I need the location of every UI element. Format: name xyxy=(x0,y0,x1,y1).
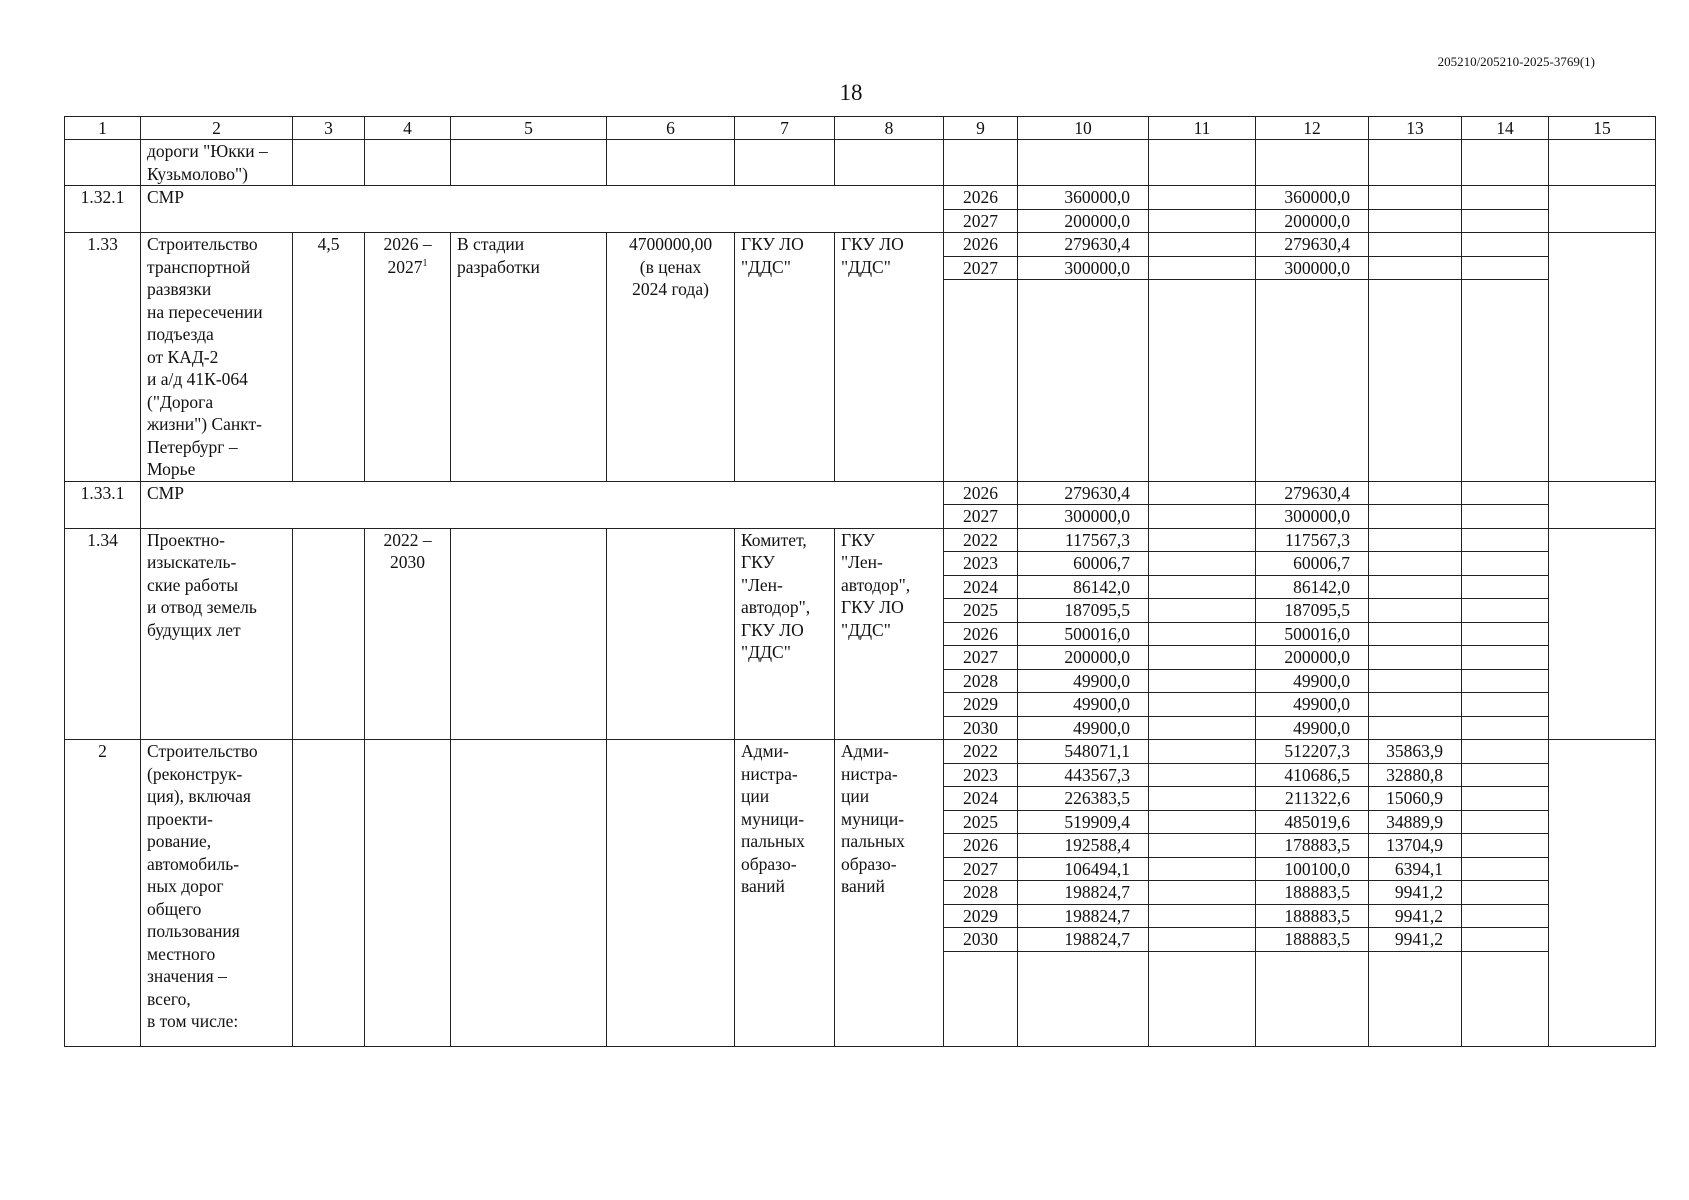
status-cell xyxy=(451,528,607,740)
federal-budget-cell xyxy=(1149,575,1256,599)
year-cell: 2028 xyxy=(944,881,1018,905)
local-budget-cell xyxy=(1369,599,1462,623)
column-number-5: 5 xyxy=(451,117,607,140)
regional-budget-cell: 279630,4 xyxy=(1256,481,1369,505)
year-cell: 2026 xyxy=(944,481,1018,505)
total-amount-cell: 49900,0 xyxy=(1018,669,1149,693)
total-amount-cell: 443567,3 xyxy=(1018,763,1149,787)
regional-budget-cell: 188883,5 xyxy=(1256,904,1369,928)
item-name: Строительство транспортной развязки на пересечении подъезда от КАД-2 и а/д 41К-064 ("Дорога жизни") Санкт- Петербург – Морье xyxy=(141,233,293,482)
total-amount-cell: 360000,0 xyxy=(1018,186,1149,210)
other-sources-cell xyxy=(1462,881,1549,905)
year-cell: 2026 xyxy=(944,834,1018,858)
federal-budget-cell xyxy=(1149,716,1256,740)
table-cell xyxy=(1369,140,1462,186)
other-sources-cell xyxy=(1462,787,1549,811)
table-cell xyxy=(65,140,141,186)
program-table xyxy=(64,116,1656,1047)
total-amount-cell: 200000,0 xyxy=(1018,209,1149,233)
column-number-13: 13 xyxy=(1369,117,1462,140)
total-amount-cell: 187095,5 xyxy=(1018,599,1149,623)
year-cell: 2029 xyxy=(944,693,1018,717)
regional-budget-cell: 410686,5 xyxy=(1256,763,1369,787)
total-amount-cell: 198824,7 xyxy=(1018,904,1149,928)
item-name: Строительство (реконструк- ция), включая проекти- рование, автомобиль- ных дорог общего пользования местного значения – всего, в том числе: xyxy=(141,740,293,1047)
federal-budget-cell xyxy=(1149,186,1256,210)
local-budget-cell xyxy=(1369,552,1462,576)
other-sources-cell xyxy=(1462,280,1549,481)
federal-budget-cell xyxy=(1149,740,1256,764)
item-number: 1.33 xyxy=(65,233,141,482)
page-number: 18 xyxy=(839,80,863,105)
federal-budget-cell xyxy=(1149,857,1256,881)
other-sources-cell xyxy=(1462,740,1549,764)
table-row xyxy=(65,740,1656,764)
table-cell xyxy=(1256,140,1369,186)
total-amount-cell: 200000,0 xyxy=(1018,646,1149,670)
federal-budget-cell xyxy=(1149,904,1256,928)
year-cell xyxy=(944,280,1018,481)
table-cell xyxy=(835,140,944,186)
federal-budget-cell xyxy=(1149,256,1256,280)
local-budget-cell xyxy=(1369,622,1462,646)
regional-budget-cell: 49900,0 xyxy=(1256,693,1369,717)
local-budget-cell xyxy=(1369,575,1462,599)
regional-budget-cell: 49900,0 xyxy=(1256,716,1369,740)
table-row xyxy=(65,481,1656,505)
other-sources-cell xyxy=(1462,669,1549,693)
regional-budget-cell xyxy=(1256,280,1369,481)
other-sources-cell xyxy=(1462,857,1549,881)
status-cell xyxy=(451,740,607,1047)
column-number-4: 4 xyxy=(365,117,451,140)
table-cell xyxy=(1462,140,1549,186)
status-cell: В стадии разработки xyxy=(451,233,607,482)
table-cell xyxy=(1549,140,1656,186)
column-number-7: 7 xyxy=(735,117,835,140)
other-sources-cell xyxy=(1462,505,1549,529)
year-cell: 2024 xyxy=(944,575,1018,599)
federal-budget-cell xyxy=(1149,693,1256,717)
federal-budget-cell xyxy=(1149,646,1256,670)
local-budget-cell: 15060,9 xyxy=(1369,787,1462,811)
regional-budget-cell: 485019,6 xyxy=(1256,810,1369,834)
federal-budget-cell xyxy=(1149,599,1256,623)
contractor-cell: ГКУ "Лен- автодор", ГКУ ЛО "ДДС" xyxy=(835,528,944,740)
other-sources-cell xyxy=(1462,209,1549,233)
year-cell: 2024 xyxy=(944,787,1018,811)
other-sources-cell xyxy=(1462,481,1549,505)
total-amount-cell: 49900,0 xyxy=(1018,716,1149,740)
federal-budget-cell xyxy=(1149,810,1256,834)
other-sources-cell xyxy=(1462,810,1549,834)
total-amount-cell: 279630,4 xyxy=(1018,233,1149,257)
column-number-3: 3 xyxy=(293,117,365,140)
federal-budget-cell xyxy=(1149,481,1256,505)
local-budget-cell xyxy=(1369,280,1462,481)
local-budget-cell: 6394,1 xyxy=(1369,857,1462,881)
federal-budget-cell xyxy=(1149,928,1256,952)
item-number: 2 xyxy=(65,740,141,1047)
customer-cell: ГКУ ЛО "ДДС" xyxy=(735,233,835,482)
contractor-cell: ГКУ ЛО "ДДС" xyxy=(835,233,944,482)
year-cell: 2027 xyxy=(944,209,1018,233)
year-cell: 2027 xyxy=(944,857,1018,881)
table-cell xyxy=(1549,528,1656,740)
length-km-cell xyxy=(293,740,365,1047)
local-budget-cell xyxy=(1369,186,1462,210)
column-number-12: 12 xyxy=(1256,117,1369,140)
local-budget-cell: 9941,2 xyxy=(1369,928,1462,952)
total-amount-cell xyxy=(1018,951,1149,1046)
table-cell xyxy=(1549,233,1656,482)
table-row xyxy=(65,186,1656,210)
year-cell: 2027 xyxy=(944,256,1018,280)
estimated-cost-cell xyxy=(607,740,735,1047)
total-amount-cell: 198824,7 xyxy=(1018,928,1149,952)
year-cell: 2028 xyxy=(944,669,1018,693)
total-amount-cell: 300000,0 xyxy=(1018,256,1149,280)
period-cell xyxy=(365,233,451,482)
local-budget-cell xyxy=(1369,716,1462,740)
federal-budget-cell xyxy=(1149,209,1256,233)
total-amount-cell: 548071,1 xyxy=(1018,740,1149,764)
other-sources-cell xyxy=(1462,552,1549,576)
contractor-cell: Адми- нистра- ции муници- пальных образо- ваний xyxy=(835,740,944,1047)
local-budget-cell xyxy=(1369,528,1462,552)
table-cell xyxy=(451,140,607,186)
length-km-cell xyxy=(293,528,365,740)
item-name-continuation: дороги "Юкки – Кузьмолово") xyxy=(141,140,293,186)
year-cell: 2027 xyxy=(944,646,1018,670)
local-budget-cell xyxy=(1369,233,1462,257)
total-amount-cell: 60006,7 xyxy=(1018,552,1149,576)
regional-budget-cell: 49900,0 xyxy=(1256,669,1369,693)
other-sources-cell xyxy=(1462,622,1549,646)
local-budget-cell: 9941,2 xyxy=(1369,904,1462,928)
year-cell: 2025 xyxy=(944,810,1018,834)
year-cell: 2023 xyxy=(944,763,1018,787)
total-amount-cell: 117567,3 xyxy=(1018,528,1149,552)
regional-budget-cell: 300000,0 xyxy=(1256,505,1369,529)
regional-budget-cell: 188883,5 xyxy=(1256,928,1369,952)
length-km-cell: 4,5 xyxy=(293,233,365,482)
year-cell xyxy=(944,951,1018,1046)
document-number: 205210/205210-2025-3769(1) xyxy=(1437,54,1595,69)
regional-budget-cell: 117567,3 xyxy=(1256,528,1369,552)
table-row xyxy=(65,528,1656,552)
federal-budget-cell xyxy=(1149,622,1256,646)
header-row xyxy=(65,117,1656,140)
column-number-9: 9 xyxy=(944,117,1018,140)
regional-budget-cell: 100100,0 xyxy=(1256,857,1369,881)
local-budget-cell xyxy=(1369,256,1462,280)
regional-budget-cell: 178883,5 xyxy=(1256,834,1369,858)
year-cell: 2022 xyxy=(944,528,1018,552)
year-cell: 2023 xyxy=(944,552,1018,576)
regional-budget-cell: 211322,6 xyxy=(1256,787,1369,811)
other-sources-cell xyxy=(1462,256,1549,280)
other-sources-cell xyxy=(1462,716,1549,740)
period-end xyxy=(371,256,444,279)
footnote-mark: 1 xyxy=(422,257,428,269)
column-number-1: 1 xyxy=(65,117,141,140)
total-amount-cell: 279630,4 xyxy=(1018,481,1149,505)
table-cell xyxy=(1549,740,1656,1047)
year-cell: 2026 xyxy=(944,233,1018,257)
other-sources-cell xyxy=(1462,928,1549,952)
column-number-14: 14 xyxy=(1462,117,1549,140)
customer-cell: Комитет, ГКУ "Лен- автодор", ГКУ ЛО "ДДС" xyxy=(735,528,835,740)
local-budget-cell: 9941,2 xyxy=(1369,881,1462,905)
period-cell: 2022 – 2030 xyxy=(365,528,451,740)
other-sources-cell xyxy=(1462,693,1549,717)
other-sources-cell xyxy=(1462,646,1549,670)
column-number-10: 10 xyxy=(1018,117,1149,140)
regional-budget-cell: 60006,7 xyxy=(1256,552,1369,576)
item-number: 1.34 xyxy=(65,528,141,740)
estimated-cost-cell xyxy=(607,528,735,740)
regional-budget-cell: 188883,5 xyxy=(1256,881,1369,905)
local-budget-cell: 13704,9 xyxy=(1369,834,1462,858)
regional-budget-cell: 200000,0 xyxy=(1256,209,1369,233)
table-cell xyxy=(735,140,835,186)
federal-budget-cell xyxy=(1149,233,1256,257)
year-cell: 2026 xyxy=(944,186,1018,210)
total-amount-cell: 49900,0 xyxy=(1018,693,1149,717)
period-end-year: 2027 xyxy=(387,256,423,277)
year-cell: 2027 xyxy=(944,505,1018,529)
federal-budget-cell xyxy=(1149,669,1256,693)
period-cell xyxy=(365,740,451,1047)
federal-budget-cell xyxy=(1149,763,1256,787)
local-budget-cell: 35863,9 xyxy=(1369,740,1462,764)
federal-budget-cell xyxy=(1149,505,1256,529)
total-amount-cell: 226383,5 xyxy=(1018,787,1149,811)
estimated-cost-cell: 4700000,00 (в ценах 2024 года) xyxy=(607,233,735,482)
table-cell xyxy=(1149,140,1256,186)
total-amount-cell: 300000,0 xyxy=(1018,505,1149,529)
column-number-15: 15 xyxy=(1549,117,1656,140)
column-number-2: 2 xyxy=(141,117,293,140)
regional-budget-cell: 200000,0 xyxy=(1256,646,1369,670)
federal-budget-cell xyxy=(1149,280,1256,481)
total-amount-cell: 519909,4 xyxy=(1018,810,1149,834)
other-sources-cell xyxy=(1462,904,1549,928)
table-cell xyxy=(1018,140,1149,186)
table-cell xyxy=(1549,481,1656,528)
column-number-8: 8 xyxy=(835,117,944,140)
item-name: Проектно- изыскатель- ские работы и отвод земель будущих лет xyxy=(141,528,293,740)
regional-budget-cell: 279630,4 xyxy=(1256,233,1369,257)
local-budget-cell xyxy=(1369,646,1462,670)
regional-budget-cell: 187095,5 xyxy=(1256,599,1369,623)
regional-budget-cell: 500016,0 xyxy=(1256,622,1369,646)
table-cell xyxy=(607,140,735,186)
total-amount-cell: 86142,0 xyxy=(1018,575,1149,599)
table-cell xyxy=(944,140,1018,186)
year-cell: 2022 xyxy=(944,740,1018,764)
regional-budget-cell: 86142,0 xyxy=(1256,575,1369,599)
total-amount-cell: 106494,1 xyxy=(1018,857,1149,881)
table-cell xyxy=(365,140,451,186)
federal-budget-cell xyxy=(1149,552,1256,576)
federal-budget-cell xyxy=(1149,951,1256,1046)
other-sources-cell xyxy=(1462,233,1549,257)
item-number: 1.33.1 xyxy=(65,481,141,528)
local-budget-cell xyxy=(1369,481,1462,505)
table-cell xyxy=(1549,186,1656,233)
other-sources-cell xyxy=(1462,763,1549,787)
other-sources-cell xyxy=(1462,528,1549,552)
table-row xyxy=(65,233,1656,257)
table-row xyxy=(65,140,1656,186)
table-cell xyxy=(293,140,365,186)
other-sources-cell xyxy=(1462,575,1549,599)
federal-budget-cell xyxy=(1149,881,1256,905)
year-cell: 2030 xyxy=(944,716,1018,740)
year-cell: 2025 xyxy=(944,599,1018,623)
other-sources-cell xyxy=(1462,834,1549,858)
local-budget-cell xyxy=(1369,693,1462,717)
customer-cell: Адми- нистра- ции муници- пальных образо- ваний xyxy=(735,740,835,1047)
local-budget-cell xyxy=(1369,209,1462,233)
year-cell: 2030 xyxy=(944,928,1018,952)
total-amount-cell: 198824,7 xyxy=(1018,881,1149,905)
year-cell: 2026 xyxy=(944,622,1018,646)
total-amount-cell: 192588,4 xyxy=(1018,834,1149,858)
local-budget-cell xyxy=(1369,669,1462,693)
regional-budget-cell: 360000,0 xyxy=(1256,186,1369,210)
federal-budget-cell xyxy=(1149,528,1256,552)
column-number-11: 11 xyxy=(1149,117,1256,140)
other-sources-cell xyxy=(1462,599,1549,623)
item-name: СМР xyxy=(141,186,944,233)
regional-budget-cell: 512207,3 xyxy=(1256,740,1369,764)
other-sources-cell xyxy=(1462,951,1549,1046)
item-number: 1.32.1 xyxy=(65,186,141,233)
local-budget-cell: 34889,9 xyxy=(1369,810,1462,834)
local-budget-cell: 32880,8 xyxy=(1369,763,1462,787)
local-budget-cell xyxy=(1369,951,1462,1046)
total-amount-cell: 500016,0 xyxy=(1018,622,1149,646)
regional-budget-cell xyxy=(1256,951,1369,1046)
other-sources-cell xyxy=(1462,186,1549,210)
item-name: СМР xyxy=(141,481,944,528)
regional-budget-cell: 300000,0 xyxy=(1256,256,1369,280)
year-cell: 2029 xyxy=(944,904,1018,928)
federal-budget-cell xyxy=(1149,834,1256,858)
total-amount-cell xyxy=(1018,280,1149,481)
federal-budget-cell xyxy=(1149,787,1256,811)
column-number-6: 6 xyxy=(607,117,735,140)
local-budget-cell xyxy=(1369,505,1462,529)
period-start: 2026 – xyxy=(383,234,432,254)
